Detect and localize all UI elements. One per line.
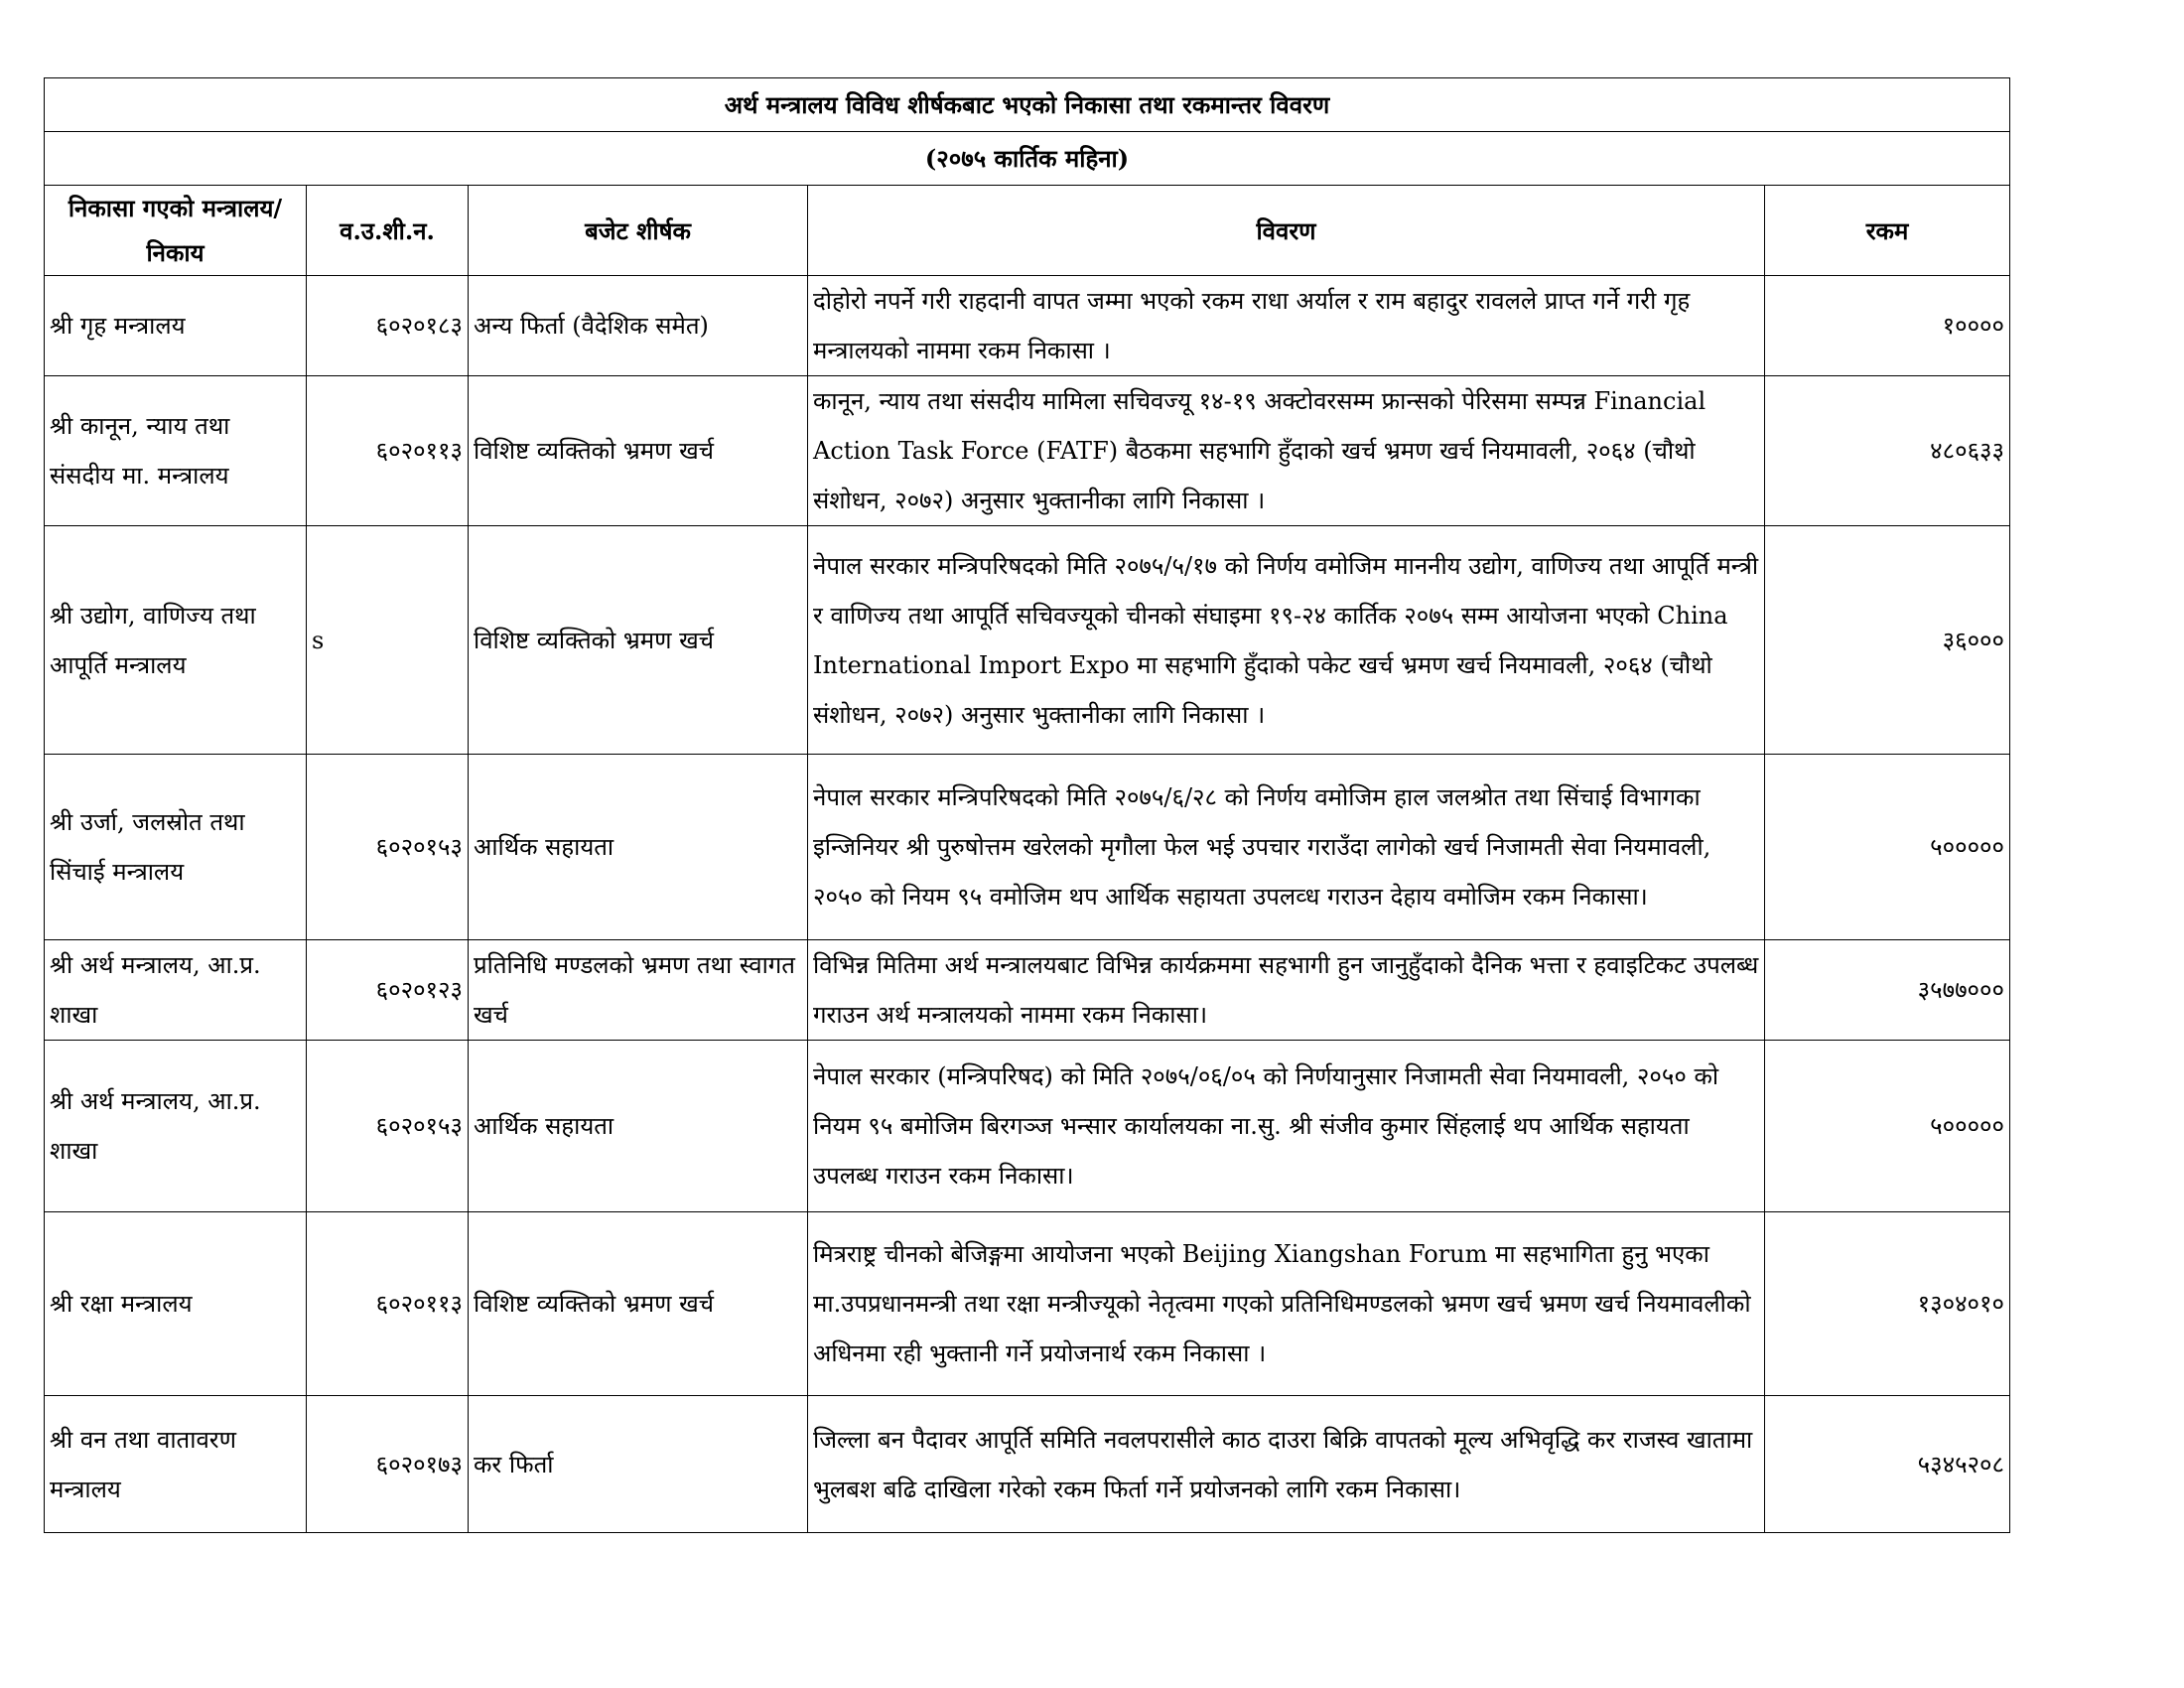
cell-description: विभिन्न मितिमा अर्थ मन्त्रालयबाट विभिन्न कार्यक्रममा सहभागी हुन जानुहुँदाको दैनिक भत्ता र हवाइटिकट उपलब्ध गराउन अर्थ मन्त्रालयको नाममा रकम निकासा। — [808, 940, 1765, 1041]
cell-amount: १३०४०१० — [1765, 1212, 2010, 1396]
cell-amount: १०००० — [1765, 276, 2010, 376]
cell-budget: अन्य फिर्ता (वैदेशिक समेत) — [469, 276, 808, 376]
cell-description: नेपाल सरकार (मन्त्रिपरिषद) को मिति २०७५/०६/०५ को निर्णयानुसार निजामती सेवा नियमावली, २०५० को नियम ९५ बमोजिम बिरगञ्ज भन्सार कार्यालयका ना.सु. श्री संजीव कुमार सिंहलाई थप आर्थिक सहायता उपलब्ध गराउन रकम निकासा। — [808, 1041, 1765, 1212]
cell-description: कानून, न्याय तथा संसदीय मामिला सचिवज्यू १४-१९ अक्टोवरसम्म फ्रान्सको पेरिसमा सम्पन्न Financial Action Task Force (FATF) बैठकमा सहभागि हुँदाको खर्च भ्रमण खर्च नियमावली, २०६४ (चौथो संशोधन, २०७२) अनुसार भुक्तानीका लागि निकासा । — [808, 376, 1765, 526]
header-code: व.उ.शी.न. — [307, 186, 469, 276]
table-row — [45, 755, 2010, 940]
cell-ministry: श्री रक्षा मन्त्रालय — [45, 1212, 307, 1396]
cell-description: नेपाल सरकार मन्त्रिपरिषदको मिति २०७५/५/१७ को निर्णय वमोजिम माननीय उद्योग, वाणिज्य तथा आपूर्ति मन्त्री र वाणिज्य तथा आपूर्ति सचिवज्यूको चीनको संघाइमा १९-२४ कार्तिक २०७५ सम्म आयोजना भएको China International Import Expo मा सहभागि हुँदाको पकेट खर्च भ्रमण खर्च नियमावली, २०६४ (चौथो संशोधन, २०७२) अनुसार भुक्तानीका लागि निकासा । — [808, 526, 1765, 755]
cell-ministry: श्री कानून, न्याय तथा संसदीय मा. मन्त्रालय — [45, 376, 307, 526]
cell-code: ६०२०१८३ — [307, 276, 469, 376]
header-row — [45, 186, 2010, 276]
cell-ministry: श्री अर्थ मन्त्रालय, आ.प्र. शाखा — [45, 940, 307, 1041]
header-budget: बजेट शीर्षक — [469, 186, 808, 276]
table-row — [45, 526, 2010, 755]
cell-budget: विशिष्ट व्यक्तिको भ्रमण खर्च — [469, 1212, 808, 1396]
cell-ministry: श्री गृह मन्त्रालय — [45, 276, 307, 376]
table-row — [45, 1212, 2010, 1396]
cell-description: जिल्ला बन पैदावर आपूर्ति समिति नवलपरासीले काठ दाउरा बिक्रि वापतको मूल्य अभिवृद्धि कर राजस्व खातामा भुलबश बढि दाखिला गरेको रकम फिर्ता गर्ने प्रयोजनको लागि रकम निकासा। — [808, 1396, 1765, 1533]
title-row — [45, 78, 2010, 132]
header-amount: रकम — [1765, 186, 2010, 276]
cell-amount: ५००००० — [1765, 1041, 2010, 1212]
cell-amount: ३६००० — [1765, 526, 2010, 755]
cell-code: ६०२०११३ — [307, 376, 469, 526]
document-title: अर्थ मन्त्रालय विविध शीर्षकबाट भएको निकासा तथा रकमान्तर विवरण — [45, 78, 2010, 132]
cell-code: ६०२०१२३ — [307, 940, 469, 1041]
cell-code: ६०२०११३ — [307, 1212, 469, 1396]
cell-ministry: श्री उर्जा, जलस्रोत तथा सिंचाई मन्त्रालय — [45, 755, 307, 940]
cell-code: ६०२०१५३ — [307, 755, 469, 940]
cell-code: ६०२०१७३ — [307, 1396, 469, 1533]
cell-description: मित्रराष्ट्र चीनको बेजिङ्गमा आयोजना भएको Beijing Xiangshan Forum मा सहभागिता हुनु भएका मा.उपप्रधानमन्त्री तथा रक्षा मन्त्रीज्यूको नेतृत्वमा गएको प्रतिनिधिमण्डलको भ्रमण खर्च भ्रमण खर्च नियमावलीको अधिनमा रही भुक्तानी गर्ने प्रयोजनार्थ रकम निकासा । — [808, 1212, 1765, 1396]
allocation-table — [44, 77, 2010, 1533]
header-ministry: निकासा गएको मन्त्रालय/निकाय — [45, 186, 307, 276]
table-row — [45, 1396, 2010, 1533]
cell-ministry: श्री उद्योग, वाणिज्य तथा आपूर्ति मन्त्रालय — [45, 526, 307, 755]
cell-amount: ४८०६३३ — [1765, 376, 2010, 526]
document-subtitle: (२०७५ कार्तिक महिना) — [45, 132, 2010, 186]
cell-budget: आर्थिक सहायता — [469, 755, 808, 940]
cell-budget: विशिष्ट व्यक्तिको भ्रमण खर्च — [469, 526, 808, 755]
subtitle-row — [45, 132, 2010, 186]
cell-amount: ५००००० — [1765, 755, 2010, 940]
cell-description: दोहोरो नपर्ने गरी राहदानी वापत जम्मा भएको रकम राधा अर्याल र राम बहादुर रावलले प्राप्त गर्ने गरी गृह मन्त्रालयको नाममा रकम निकासा । — [808, 276, 1765, 376]
cell-amount: ३५७७००० — [1765, 940, 2010, 1041]
table-row — [45, 376, 2010, 526]
table-row — [45, 940, 2010, 1041]
cell-budget: आर्थिक सहायता — [469, 1041, 808, 1212]
cell-budget: विशिष्ट व्यक्तिको भ्रमण खर्च — [469, 376, 808, 526]
cell-amount: ५३४५२०८ — [1765, 1396, 2010, 1533]
cell-ministry: श्री वन तथा वातावरण मन्त्रालय — [45, 1396, 307, 1533]
cell-code: ६०२०१५३ — [307, 1041, 469, 1212]
cell-budget: कर फिर्ता — [469, 1396, 808, 1533]
table-row — [45, 1041, 2010, 1212]
cell-ministry: श्री अर्थ मन्त्रालय, आ.प्र. शाखा — [45, 1041, 307, 1212]
cell-budget: प्रतिनिधि मण्डलको भ्रमण तथा स्वागत खर्च — [469, 940, 808, 1041]
table-row — [45, 276, 2010, 376]
cell-description: नेपाल सरकार मन्त्रिपरिषदको मिति २०७५/६/२८ को निर्णय वमोजिम हाल जलश्रोत तथा सिंचाई विभागका इन्जिनियर श्री पुरुषोत्तम खरेलको मृगौला फेल भई उपचार गराउँदा लागेको खर्च निजामती सेवा नियमावली, २०५० को नियम ९५ वमोजिम थप आर्थिक सहायता उपलव्ध गराउन देहाय वमोजिम रकम निकासा। — [808, 755, 1765, 940]
cell-code: s — [307, 526, 469, 755]
header-description: विवरण — [808, 186, 1765, 276]
